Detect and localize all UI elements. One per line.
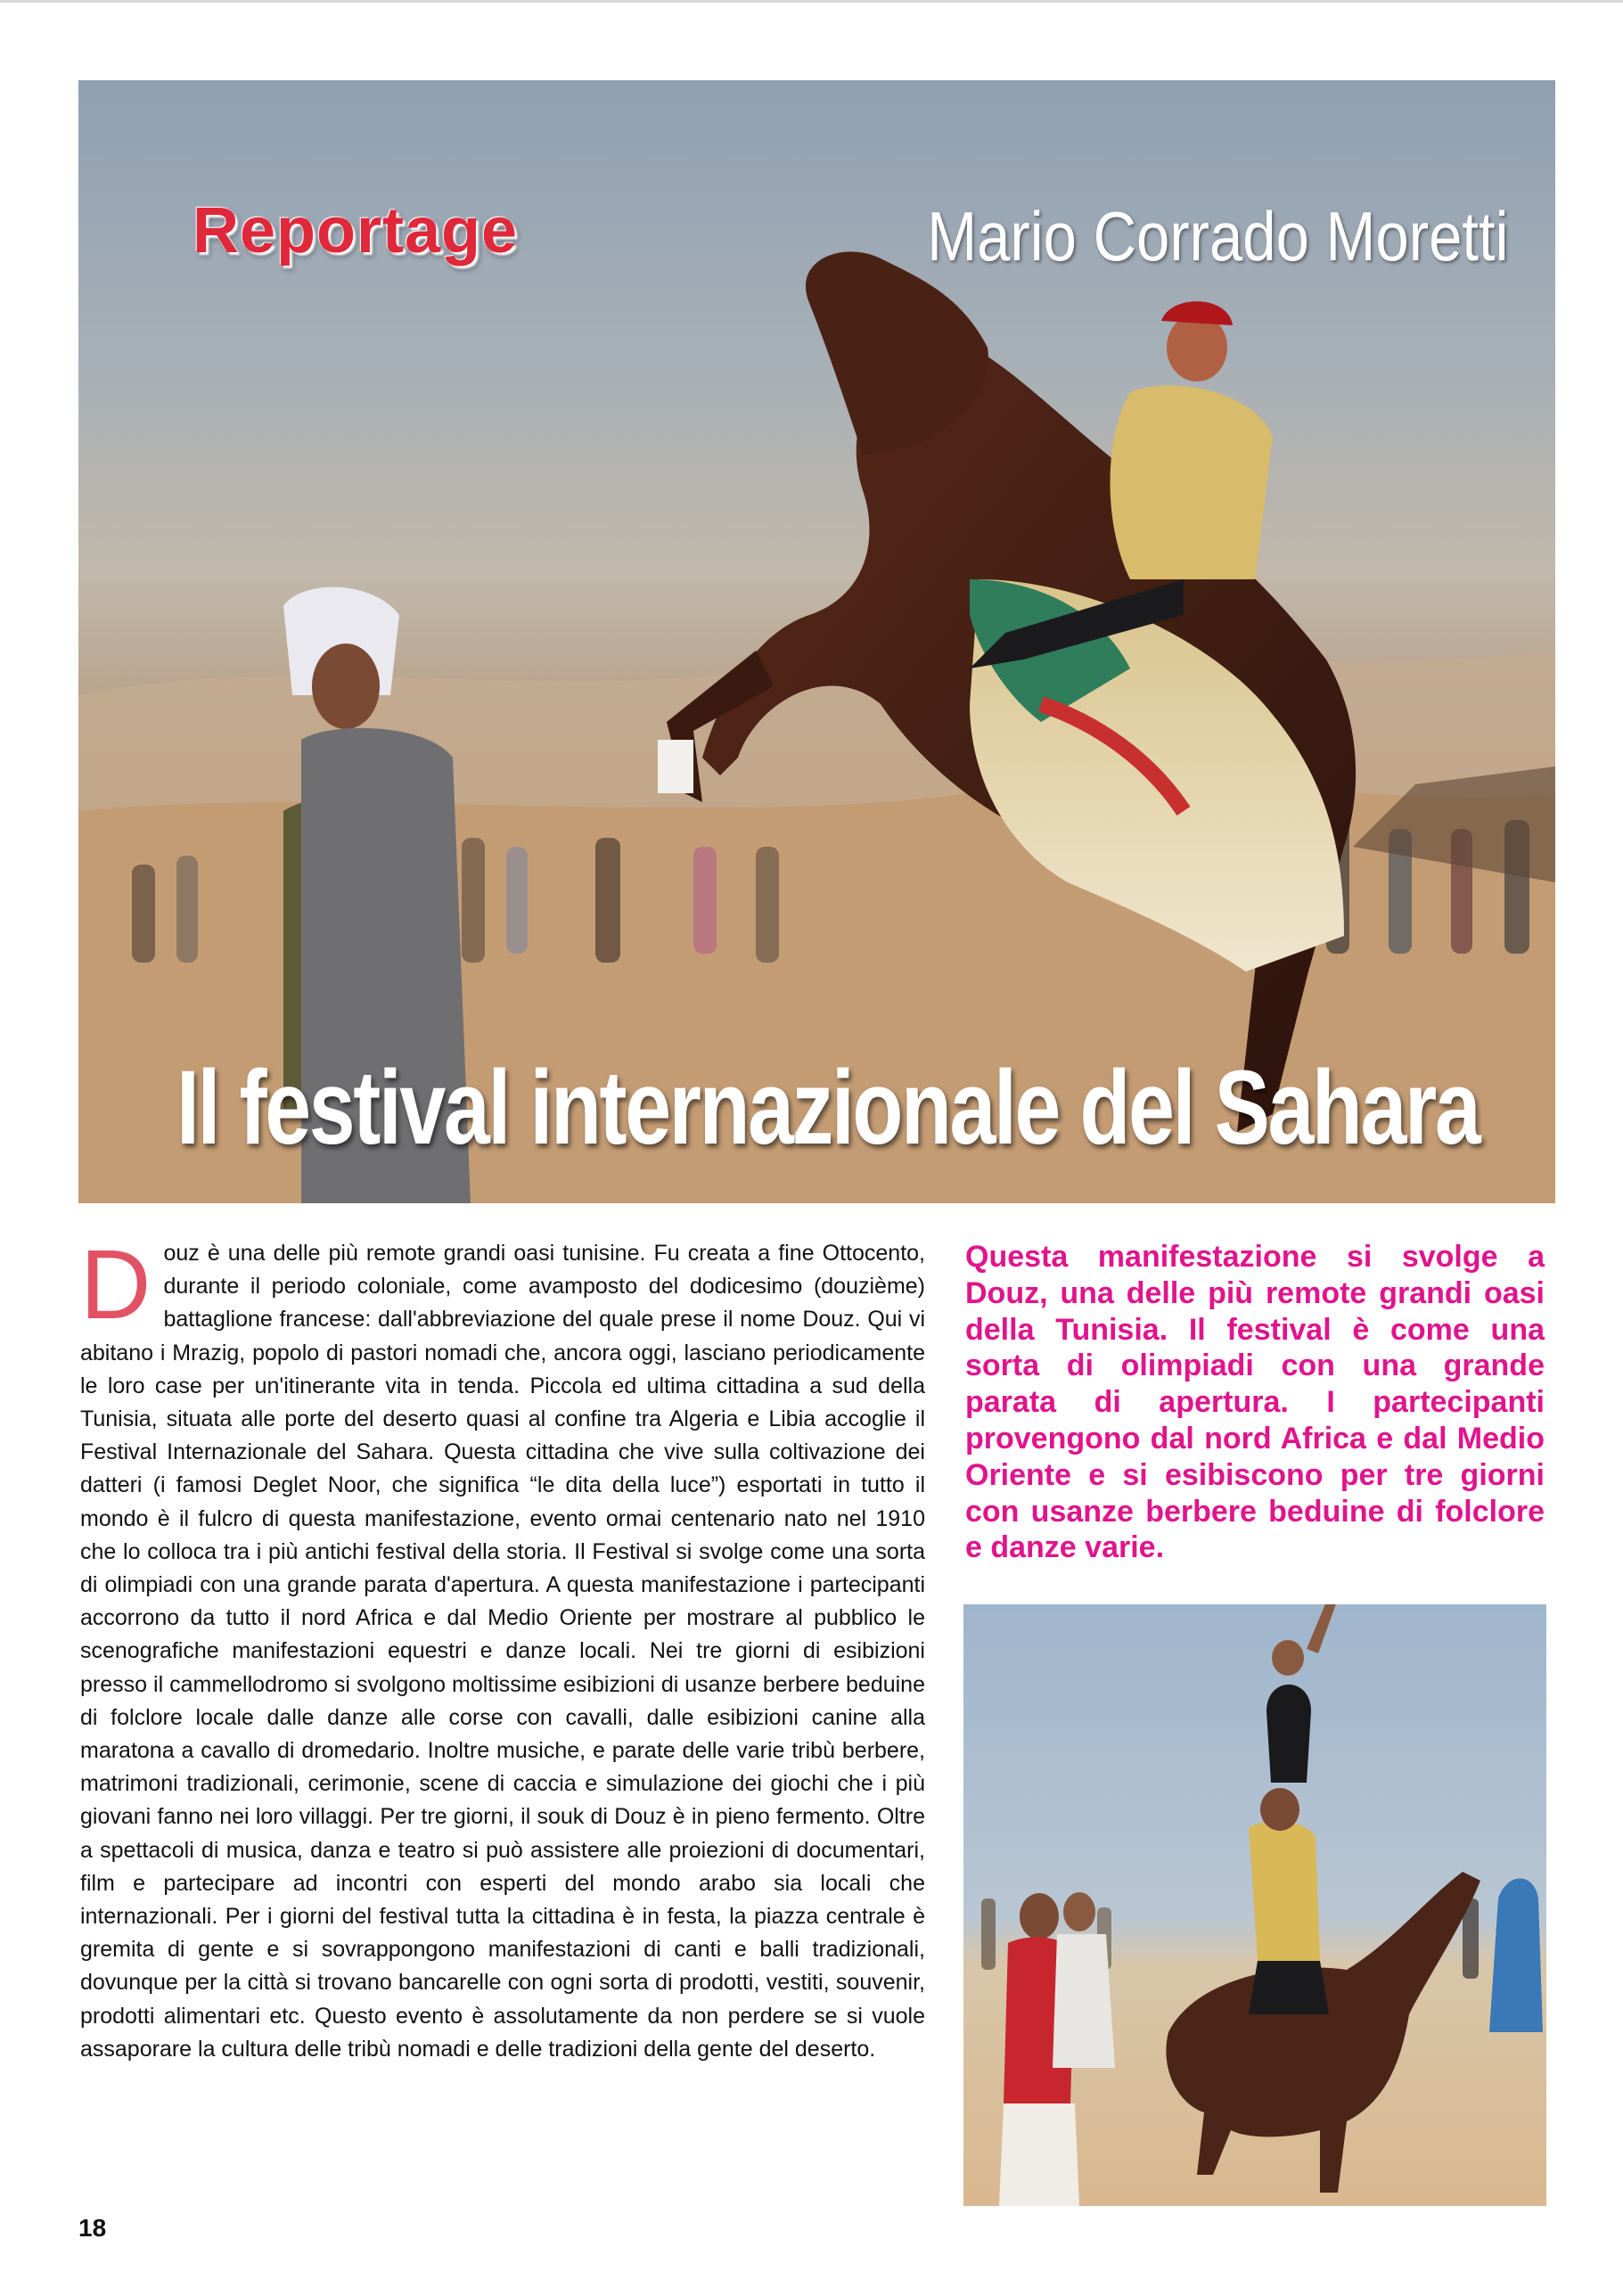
pull-quote: Questa manifestazione si svolge a Douz, una delle più remote grandi oasi della Tunisia. Il festival è come una sorta di olimpiadi con una grande parata di apertura. I partecipanti provengono dal nord Africa e dal Medio Oriente e si esibiscono per tre giorni con usanze berbere beduine di folclore e danze varie. <box>965 1240 1545 1565</box>
page-number: 18 <box>78 2214 107 2242</box>
acrobat-rider-photo <box>963 1604 1546 2206</box>
article-text: ouz è una delle più remote grandi oasi tunisine. Fu creata a fine Ottocento, durante il periodo coloniale, come avamposto del dodicesimo (douzième) battaglione francese: dall'abbreviazione del quale prese il nome Douz. Qui vi abitano i Mrazig, popolo di pastori nomadi che, ancora oggi, lasciano periodicamente le loro case per un'itinerante vita in tenda. Piccola ed ultima cittadina a sud della Tunisia, situata alle porte del deserto quasi al confine tra Algeria e Libia accoglie il Festival Internazionale del Sahara. Questa cittadina che vive sulla coltivazione dei datteri (i famosi Deglet Noor, che significa “le dita della luce”) esportati in tutto il mondo è il fulcro di questa manifestazione, evento ormai centenario nato nel 1910 che lo colloca tra i più antichi festival della storia. Il Festival si svolge come una sorta di olimpiadi con una grande parata d'apertura. A questa manifestazione i partecipanti accorrono da tutto il nord Africa e dal Medio Oriente per mostrare al pubblico le scenografiche manifestazioni equestri e danze locali. Nei tre giorni di esibizioni presso il cammellodromo si svolgono moltissime esibizioni di usanze berbere beduine di folclore locale dalle danze alle corse con cavalli, dalle esibizioni canine alla maratona a cavallo di dromedario. Inoltre musiche, e parate delle varie tribù berbere, matrimoni tradizionali, cerimonie, scene di caccia e simulazione dei giochi che i più giovani fanno nei loro villaggi. Per tre giorni, il souk di Douz è in pieno fermento. Oltre a spettacoli di musica, danza e teatro si può assistere alle proiezioni di documentari, film e partecipare ad incontri con esperti del mondo arabo sia locali che internazionali. Per i giorni del festival tutta la cittadina è in festa, la piazza centrale è gremita di gente e si sovrappongono manifestazioni di canti e balli tradizionali, dovunque per la città si trovano bancarelle con ogni sorta di prodotti, vestiti, souvenir, prodotti alimentari etc. Questo evento è assolutamente da non perdere se si vuole assaporare la cultura delle tribù nomadi e delle tradizioni della gente del deserto. <box>80 1241 925 2062</box>
article-body <box>80 1230 925 2066</box>
acrobat-illustration <box>963 1604 1546 2206</box>
drop-cap: D <box>80 1230 152 1340</box>
article-paragraph <box>80 1230 925 2066</box>
section-label: Reportage <box>193 195 519 266</box>
author-name: Mario Corrado Moretti <box>927 197 1509 275</box>
article-title: Il festival internazionale del Sahara <box>176 1049 1480 1167</box>
hero-photo <box>78 80 1555 1203</box>
top-rule <box>0 0 1623 3</box>
